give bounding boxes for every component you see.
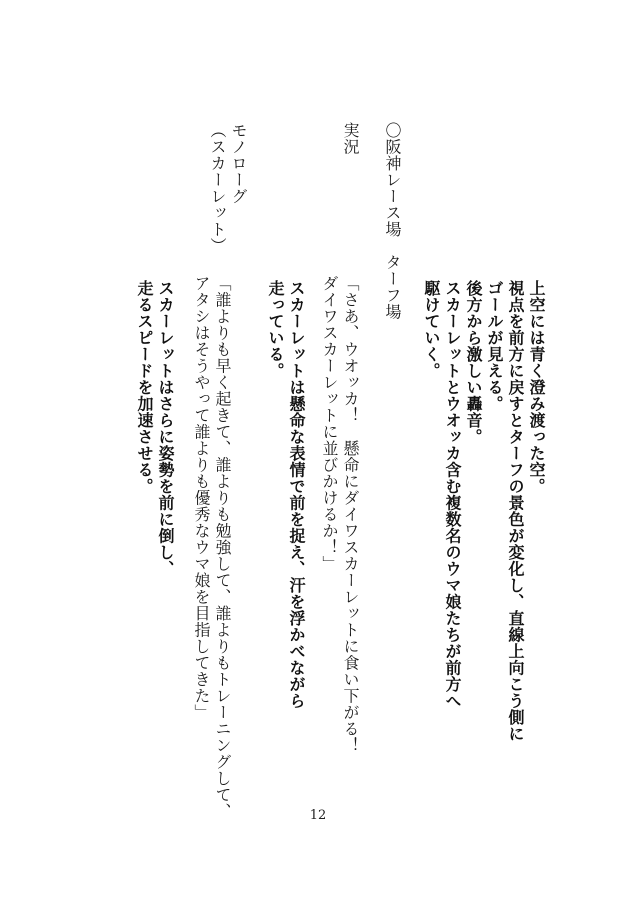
action-line: 駆けていく。 (422, 280, 441, 379)
dialogue-line: ダイワスカーレットに並びかけるか！」 (320, 275, 339, 572)
dialogue-line: 「誰よりも早く起きて、誰よりも勉強して、誰よりもトレーニングして、 (213, 275, 232, 820)
action-line: 視点を前方に戻すとターフの景色が変化し、直線上向こう側に (506, 280, 525, 742)
dialogue-line: 「さあ、ウオッカ！ 懸命にダイワスカーレットに食い下がる！ (341, 275, 360, 754)
action-line: 走っている。 (266, 280, 285, 379)
action-line: 走るスピードを加速させる。 (135, 280, 154, 495)
page-number: 12 (309, 808, 327, 823)
action-line: スカーレットは懸命な表情で前を捉え、汗を浮かべながら (287, 280, 306, 709)
action-line: スカーレットはさらに姿勢を前に倒し、 (156, 280, 175, 577)
speaker-label: モノローグ (229, 122, 248, 205)
action-line: ゴールが見える。 (485, 280, 504, 412)
speaker-label: 実況 (341, 122, 360, 155)
action-line: 上空には青く澄み渡った空。 (527, 280, 546, 495)
dialogue-line: アタシはそうやって誰よりも優秀なウマ娘を目指してきた」 (192, 275, 211, 721)
action-line: スカーレットとウオッカ含む複数名のウマ娘たちが前方へ (443, 280, 462, 709)
action-line: 後方から激しい轟音。 (464, 280, 483, 445)
speaker-label: （スカーレット） (208, 122, 227, 254)
scene-heading: 〇阪神レース場 ターフ場 (383, 122, 402, 320)
